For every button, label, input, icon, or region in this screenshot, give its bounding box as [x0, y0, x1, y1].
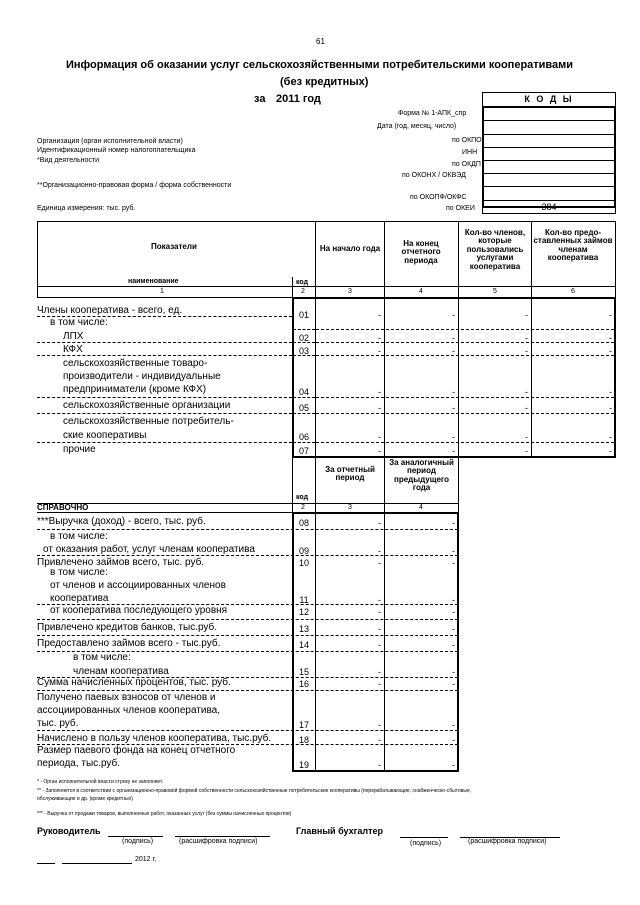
code-14: 14: [298, 640, 309, 650]
t1-r06-c3: -: [378, 432, 381, 442]
row-09-label1: в том числе:: [50, 531, 108, 542]
t1-r04-c4: -: [452, 387, 455, 397]
code-01: 01: [298, 310, 309, 320]
t2-r11-c3: -: [378, 595, 381, 605]
row-15-label2: членам кооператива: [73, 666, 169, 677]
chief-accountant-label: Главный бухгалтер: [296, 826, 384, 836]
row-10-label1: Привлечено займов всего, тыс. руб.: [37, 557, 205, 568]
t2-r14-c3: -: [378, 640, 381, 650]
row-17-label2: ассоциированных членов кооператива,: [37, 705, 221, 716]
col-members: Кол-во членов, которые пользовались услугами кооператива: [464, 228, 526, 271]
okonh-label: по ОКОНХ / ОКВЭД: [402, 172, 466, 179]
col-code: код: [296, 279, 309, 286]
t2-num-2: 2: [301, 504, 305, 511]
code-15: 15: [298, 667, 309, 677]
col-prev: За аналогичный период предыдущего года: [389, 458, 454, 493]
t1-r02-c3: -: [378, 333, 381, 343]
accountant-decode: (расшифровка подписи): [468, 838, 547, 845]
t2-r09-c4: -: [452, 546, 455, 556]
code-07: 07: [298, 446, 309, 456]
num-3: 3: [348, 288, 352, 295]
t1-r01-c5: -: [525, 310, 528, 320]
org-label: Организация (орган исполнительной власти): [37, 138, 183, 145]
t2-r10-c3: -: [378, 558, 381, 568]
okei-label: по ОКЕИ: [446, 205, 475, 212]
t2-r17-c3: -: [378, 720, 381, 730]
row-19-label1: Размер паевого фонда на конец отчетного: [37, 745, 236, 756]
t2-r10-c4: -: [452, 558, 455, 568]
num-6: 6: [571, 288, 575, 295]
col-loans: Кол-во предо-ставленных займов членам кооператива: [533, 228, 613, 263]
row-07-label: прочие: [63, 444, 96, 455]
row-11-label1: от членов и ассоциированных членов: [50, 580, 226, 591]
okdp-label: по ОКДП: [452, 161, 481, 168]
t1-r02-c6: -: [609, 333, 612, 343]
col-end: На конец отчетного периода: [401, 239, 441, 265]
t1-r05-c4: -: [452, 403, 455, 413]
code-03: 03: [298, 346, 309, 356]
t1-r07-c5: -: [525, 446, 528, 456]
code-12: 12: [298, 607, 309, 617]
row-04-label1: сельскохозяйственные товаро-: [63, 358, 208, 369]
row-10-label2: в том числе:: [50, 567, 108, 578]
t1-r06-c6: -: [609, 432, 612, 442]
row-04-label3: предприниматели (кроме КФХ): [63, 384, 207, 395]
code-16: 16: [298, 679, 309, 689]
t2-r19-c3: -: [378, 760, 381, 770]
footnote-1: * - Орган исполнительной власти строку не заполняет.: [37, 779, 164, 785]
row-18-label: Начислено в пользу членов кооператива, тыс.руб.: [37, 733, 272, 744]
row-17-label1: Получено паевых взносов от членов и: [37, 692, 216, 703]
accountant-sign: (подпись): [410, 840, 442, 847]
page-number: 61: [316, 37, 325, 46]
code-06: 06: [298, 432, 309, 442]
row-17-label3: тыс. руб.: [37, 718, 79, 729]
opf-label: **Организационно-правовая форма / форма собственности: [37, 182, 232, 189]
num-1: 1: [160, 288, 164, 295]
col-code-2: код: [296, 494, 309, 501]
row-06-label1: сельскохозяйственные потребитель-: [63, 416, 234, 427]
num-5: 5: [493, 288, 497, 295]
t2-r14-c4: -: [452, 640, 455, 650]
code-10: 10: [298, 558, 309, 568]
col-name: наименование: [128, 278, 179, 285]
t2-r11-c4: -: [452, 595, 455, 605]
t2-r18-c4: -: [452, 735, 455, 745]
row-19-label2: периода, тыс.руб.: [37, 758, 121, 769]
t1-r04-c3: -: [378, 387, 381, 397]
row-09-label2: от оказания работ, услуг членам кооператива: [43, 544, 255, 555]
t1-r05-c3: -: [378, 403, 381, 413]
col-period: За отчетный период: [325, 465, 375, 483]
date-label: Дата (год, месяц, число): [377, 123, 457, 130]
code-13: 13: [298, 624, 309, 634]
head-label: Руководитель: [37, 826, 101, 836]
t1-r04-c5: -: [525, 387, 528, 397]
row-06-label2: ские кооперативы: [63, 430, 147, 441]
period-prefix: за: [254, 93, 266, 105]
row-04-label2: производители - индивидуальные: [63, 371, 221, 382]
t2-r16-c3: -: [378, 679, 381, 689]
okopf-label: по ОКОПФ/ОКФС: [410, 194, 467, 201]
codes-header: К О Д Ы: [524, 94, 574, 104]
row-15-label1: в том числе:: [73, 652, 131, 663]
t1-r05-c6: -: [609, 403, 612, 413]
code-17: 17: [298, 720, 309, 730]
report-year: 2011 год: [276, 93, 321, 105]
section-label: СПРАВОЧНО: [37, 503, 89, 512]
codes-thick-frame: [482, 106, 616, 208]
t1-r06-c5: -: [525, 432, 528, 442]
t1-r05-c5: -: [525, 403, 528, 413]
t2-r08-c3: -: [378, 518, 381, 528]
t2-r12-c3: -: [378, 607, 381, 617]
signature-year: 2012 г.: [135, 856, 157, 863]
footnote-2a: ** - Заполняется в соответствии с организационно-правовой формой собственности сельскохозяйственные потребительские кооперативы (перерабатывающие, снабженческо-сбытовые,: [37, 788, 472, 794]
col-indicators: Показатели: [151, 242, 197, 251]
row-11-label2: кооператива: [50, 593, 109, 604]
table2-body-frame: [292, 512, 459, 772]
form-label: Форма № 1-АПК_спр: [398, 110, 467, 117]
code-09: 09: [298, 546, 309, 556]
inn-label: ИНН: [462, 149, 478, 156]
report-title: Информация об оказании услуг сельскохозяйственными потребительскими кооперативами: [66, 59, 574, 71]
t2-r18-c3: -: [378, 735, 381, 745]
okpo-label: по ОКПО: [452, 137, 482, 144]
code-05: 05: [298, 403, 309, 413]
footnote-2b: обслуживающие и др. (кроме кредитных): [37, 796, 133, 802]
head-sign: (подпись): [122, 838, 154, 845]
code-19: 19: [298, 760, 309, 770]
t2-r13-c4: -: [452, 624, 455, 634]
t1-r02-c5: -: [525, 333, 528, 343]
t2-r16-c4: -: [452, 679, 455, 689]
t1-r07-c3: -: [378, 446, 381, 456]
t1-r06-c4: -: [452, 432, 455, 442]
row-01-sub: в том числе:: [50, 317, 108, 328]
row-12-label: от кооператива последующего уровня: [50, 605, 228, 616]
t1-r03-c5: -: [525, 346, 528, 356]
t1-r01-c4: -: [452, 310, 455, 320]
t2-r13-c3: -: [378, 624, 381, 634]
num-2: 2: [301, 288, 305, 295]
t1-r07-c6: -: [609, 446, 612, 456]
t2-r15-c4: -: [452, 667, 455, 677]
activity-label: *Вид деятельности: [37, 157, 99, 164]
t1-r03-c6: -: [609, 346, 612, 356]
code-11: 11: [299, 595, 309, 605]
footnote-3: *** - Выручка от продажи товаров, выполненных работ, оказанных услуг (без суммы начисленных процентов): [37, 811, 292, 817]
t2-r12-c4: -: [452, 607, 455, 617]
t1-r04-c6: -: [609, 387, 612, 397]
t1-r01-c3: -: [378, 310, 381, 320]
row-14-label: Предоставлено займов всего - тыс.руб.: [37, 638, 221, 649]
t2-num-4: 4: [419, 504, 423, 511]
t1-r01-c6: -: [609, 310, 612, 320]
code-02: 02: [298, 333, 309, 343]
code-08: 08: [298, 518, 309, 528]
t1-r03-c4: -: [452, 346, 455, 356]
row-13-label: Привлечено кредитов банков, тыс.руб.: [37, 622, 218, 633]
row-03-label: КФХ: [63, 344, 83, 355]
code-04: 04: [298, 387, 309, 397]
t2-r19-c4: -: [452, 760, 455, 770]
row-01-label: Члены кооператива - всего, ед.: [37, 305, 183, 316]
col-start: На начало года: [319, 244, 381, 253]
row-05-label: сельскохозяйственные организации: [63, 400, 231, 411]
okei-value: 384: [541, 202, 557, 212]
t1-r07-c4: -: [452, 446, 455, 456]
t1-r02-c4: -: [452, 333, 455, 343]
inn-left-label: Идентификационный номер налогоплательщика: [37, 147, 196, 154]
row-08-label: ***Выручка (доход) - всего, тыс. руб.: [37, 516, 206, 527]
t2-r17-c4: -: [452, 720, 455, 730]
head-decode: (расшифровка подписи): [179, 838, 258, 845]
t2-r09-c3: -: [378, 546, 381, 556]
num-4: 4: [419, 288, 423, 295]
row-02-label: ЛПХ: [63, 331, 84, 342]
report-subtitle: (без кредитных): [280, 76, 369, 88]
t1-r03-c3: -: [378, 346, 381, 356]
t2-r15-c3: -: [378, 667, 381, 677]
row-16-label: Сумма начисленных процентов, тыс. руб.: [37, 677, 231, 688]
unit-label: Единица измерения: тыс. руб.: [37, 205, 136, 212]
t2-r08-c4: -: [452, 518, 455, 528]
code-18: 18: [298, 735, 309, 745]
t2-num-3: 3: [348, 504, 352, 511]
